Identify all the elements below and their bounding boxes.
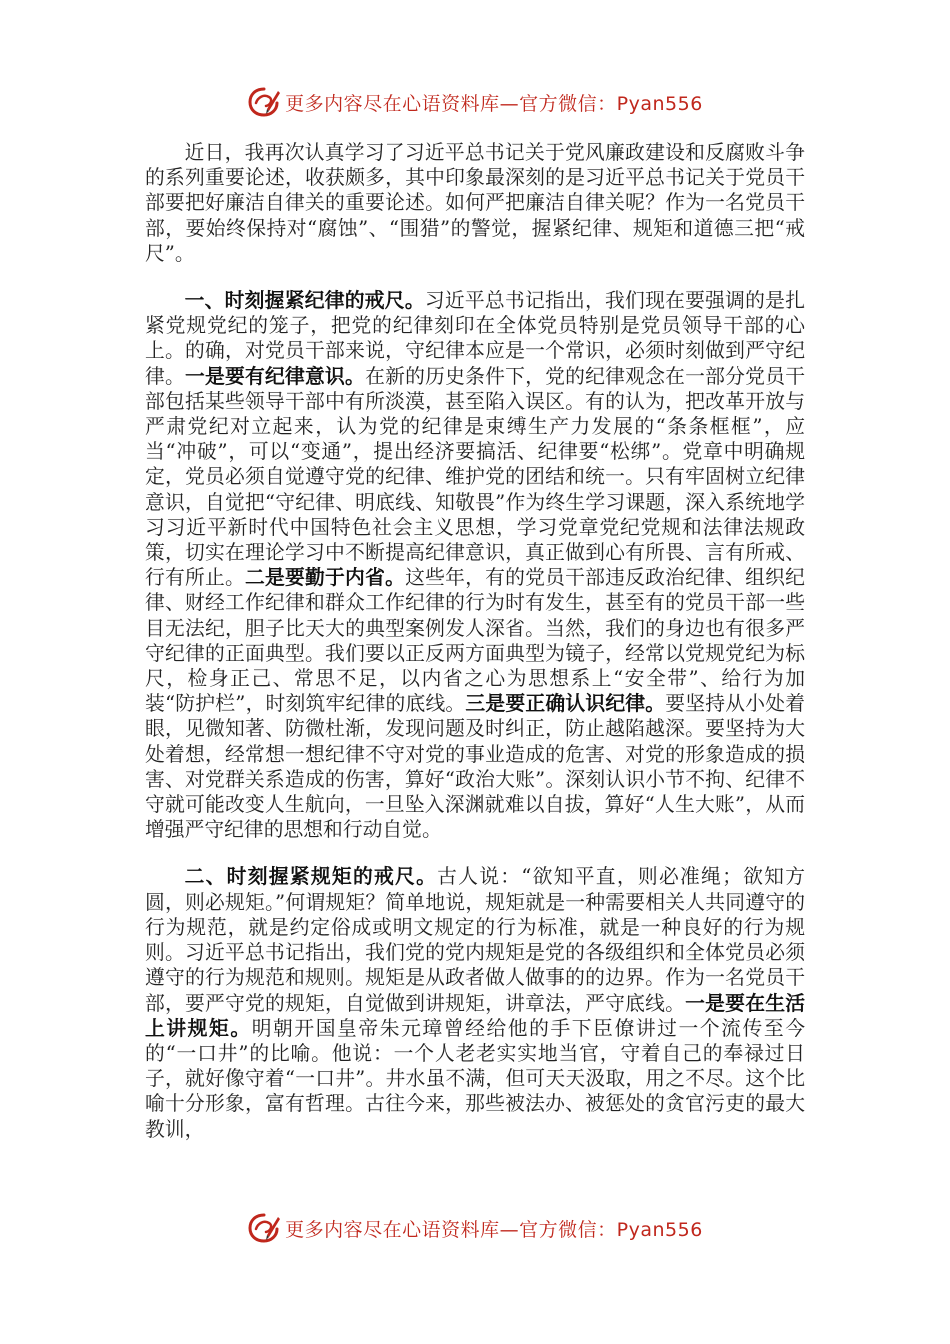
text-run: 古人说：“欲知平直，则必准绳；欲知方圆，则必规矩。”何谓规矩？简单地说，规矩就是一种需要相关人共同遵守的行为规范，就是约定俗成或明文规定的行为标准，就是一种良好的行为规则。习近平总书记指出，我们党的党内规矩是党的各级组织和全体党员必须遵守的行为规范和规则。规矩是从政者做人做事的的边界。作为一名党员干部，要严守党的规矩，自觉做到讲规矩，讲章法，严守底线。 [145, 865, 805, 1015]
text-run: 这些年，有的党员干部违反政治纪律、组织纪律、财经工作纪律和群众工作纪律的行为时有发生，甚至有的党员干部一些目无法纪，胆子比天大的典型案例发人深省。当然，我们的身边也有很多严守纪律的正面典型。我们要以正反两方面典型为镜子，经常以党规党纪为标尺，检身正己、常思不足，以内省之心为思想系上“安全带”、给行为加装“防护栏”，时刻筑牢纪律的底线。 [145, 566, 805, 716]
bold-heading-run: 三是要正确认识纪律。 [465, 691, 666, 716]
bold-heading-run: 一是要有纪律意识。 [185, 363, 366, 388]
article-body [145, 140, 805, 1164]
paragraph-intro [145, 140, 805, 266]
text-run: 习近平总书记指出，我们现在要强调的是扎紧党规党纪的笼子，把党的纪律刻印在全体党员特别是党员领导干部的心上。的确，对党员干部来说，守纪律本应是一个常识，必须时刻做到严守纪律。 [145, 289, 805, 388]
text-run: 明朝开国皇帝朱元璋曾经给他的手下臣僚讲过一个流传至今的“一口井”的比喻。他说：一个人老老实实地当官，守着自己的奉禄过日子，就好像守着“一口井”。井水虽不满，但可天天汲取，用之不尽。这个比喻十分形象，富有哲理。古往今来，那些被法办、被惩处的贪官污吏的最大教训， [145, 1016, 805, 1141]
bold-heading-run: 一、时刻握紧纪律的戒尺。 [184, 288, 425, 313]
pen-swirl-logo-icon [247, 1211, 281, 1245]
text-run: 要坚持从小处着眼，见微知著、防微杜渐，发现问题及时纠正，防止越陷越深。要坚持为大处着想，经常想一想纪律不守对党的事业造成的危害、对党的形象造成的损害、对党群关系造成的伤害，算好“政治大账”。深刻认识小节不拘、纪律不守就可能改变人生航向，一旦坠入深渊就难以自拔，算好“人生大账”，从而增强严守纪律的思想和行动自觉。 [145, 692, 805, 842]
bold-heading-run: 二是要勤于内省。 [245, 565, 406, 590]
paragraph-section-1 [145, 288, 805, 842]
banner-text: 更多内容尽在心语资料库—官方微信：Pyan556 [285, 1218, 703, 1241]
footer-banner [0, 1208, 950, 1248]
pen-swirl-logo-icon [247, 85, 281, 119]
header-banner [0, 82, 950, 122]
bold-heading-run: 二、时刻握紧规矩的戒尺。 [184, 864, 438, 889]
text-run: 近日，我再次认真学习了习近平总书记关于党风廉政建设和反腐败斗争的系列重要论述，收获颇多，其中印象最深刻的是习近平总书记关于党员干部要把好廉洁自律关的重要论述。如何严把廉洁自律关呢？作为一名党员干部，要始终保持对“腐蚀”、“围猎”的警觉，握紧纪律、规矩和道德三把“戒尺”。 [145, 141, 805, 265]
banner-text: 更多内容尽在心语资料库—官方微信：Pyan556 [285, 92, 703, 115]
text-run: 在新的历史条件下，党的纪律观念在一部分党员干部包括某些领导干部中有所淡漠，甚至陷入误区。有的认为，把改革开放与严肃党纪对立起来，认为党的纪律是束缚生产力发展的“条条框框”，应当“冲破”，可以“变通”，提出经济要搞活、纪律要“松绑”。党章中明确规定，党员必须自觉遵守党的纪律、维护党的团结和统一。只有牢固树立纪律意识，自觉把“守纪律、明底线、知敬畏”作为终生学习课题，深入系统地学习习近平新时代中国特色社会主义思想，学习党章党纪党规和法律法规政策，切实在理论学习中不断提高纪律意识，真正做到心有所畏、言有所戒、行有所止。 [145, 364, 805, 590]
bold-heading-run: 一是要在生活上讲规矩。 [145, 990, 805, 1040]
paragraph-section-2 [145, 864, 805, 1141]
